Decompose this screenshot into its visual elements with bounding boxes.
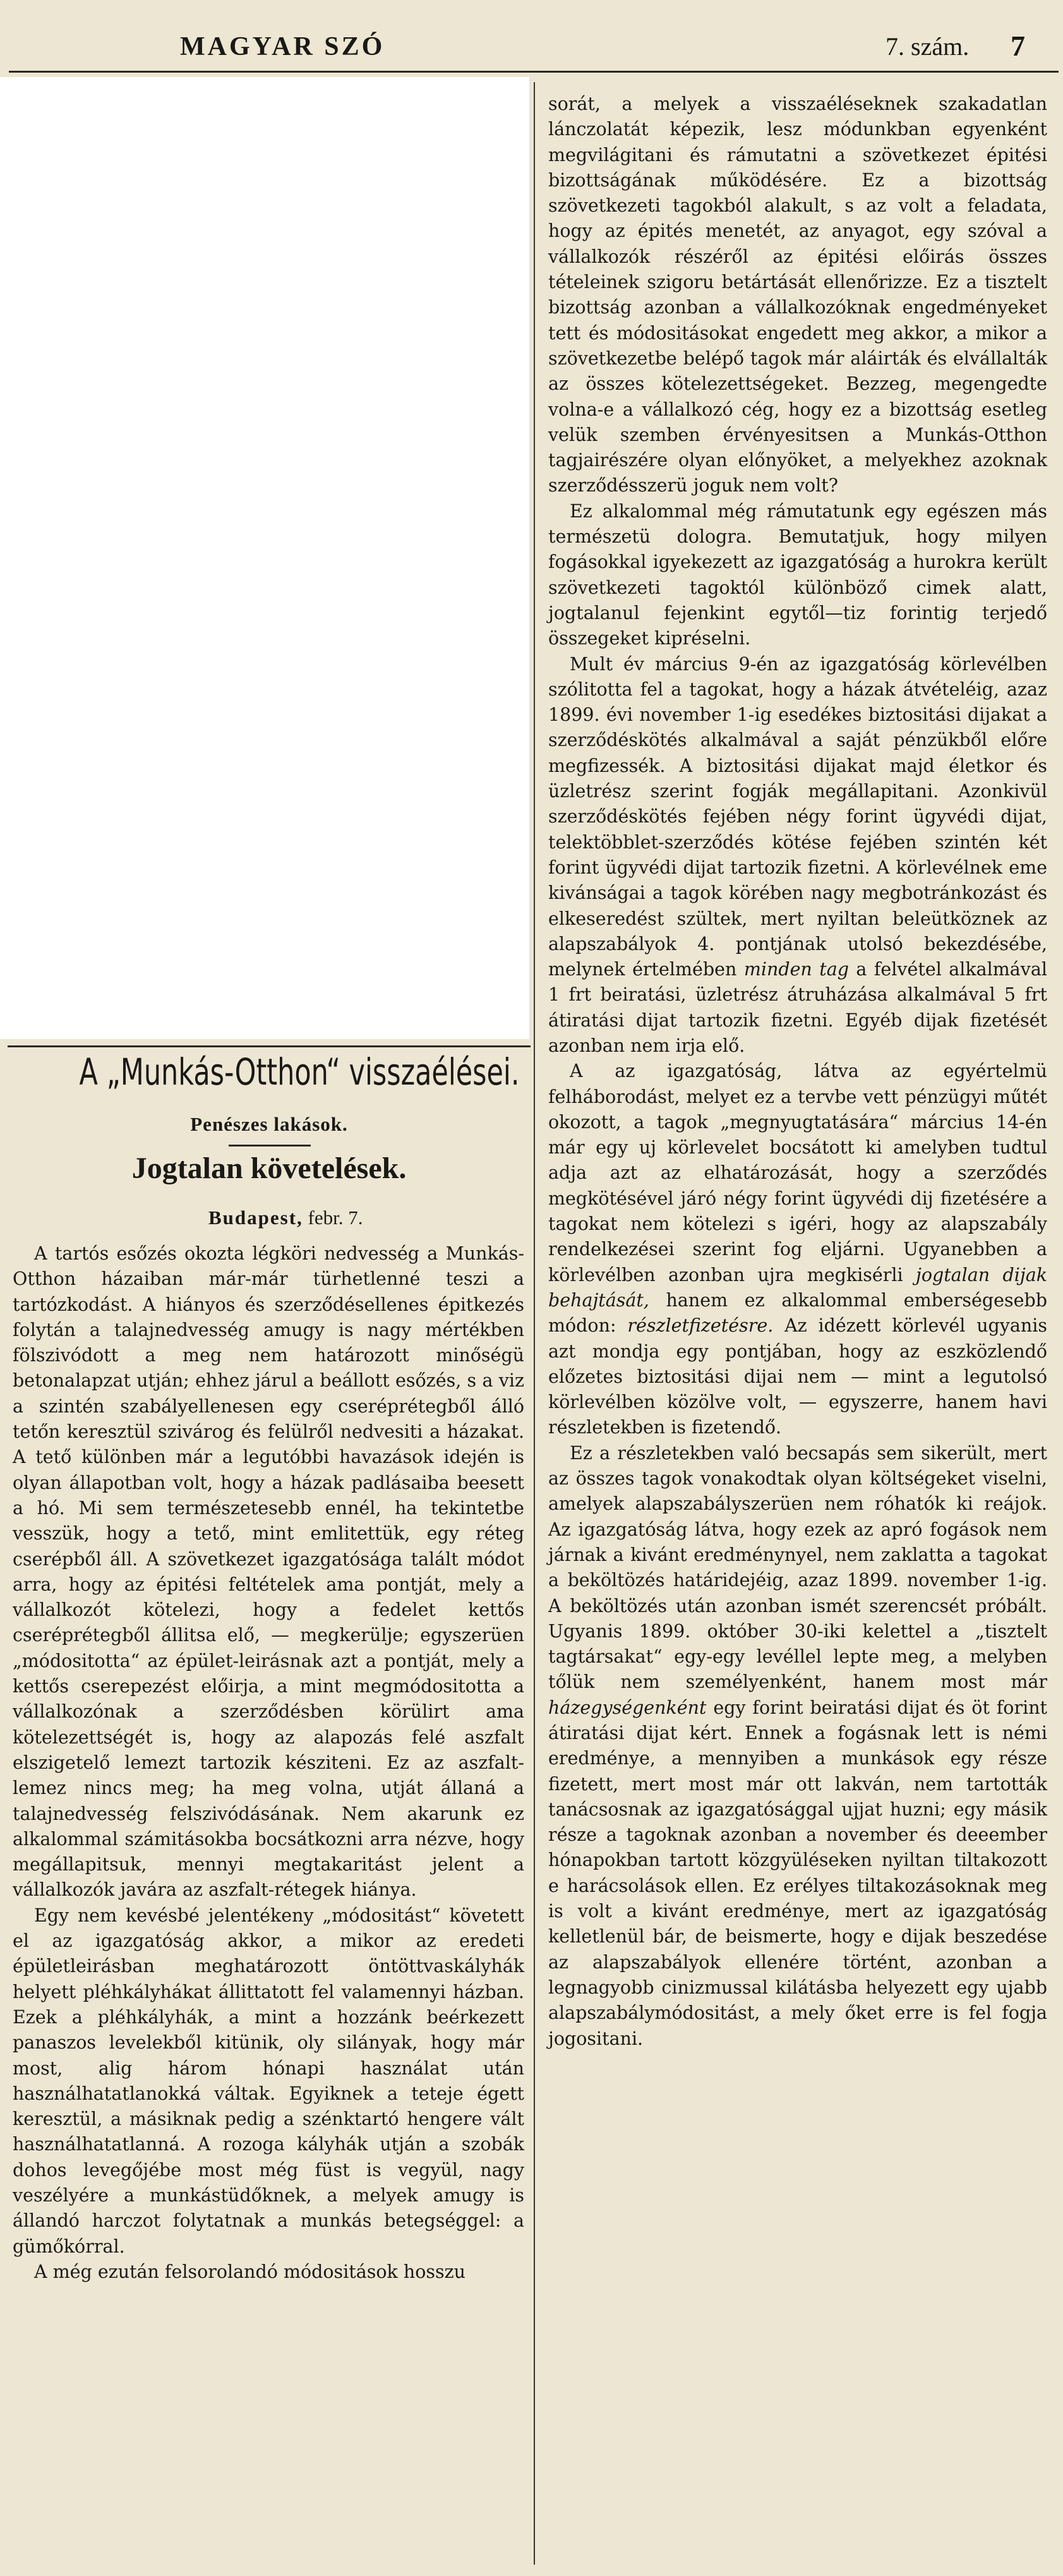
- header-rule: [9, 71, 1059, 73]
- paragraph: [548, 1441, 1047, 2052]
- paragraph: [548, 1059, 1047, 1440]
- page-number: 7: [1011, 30, 1025, 62]
- right-column: [548, 92, 1047, 2052]
- paragraph: Egy nem kevésbé jelentékeny „módositást“ követett el az igazgatóság akkor, a mikor az eredeti épületleirásban meghatározott öntöttvaskályhák helyett pléhkályhákat állittatott fel valamennyi házban. Ezek a pléhkályhák, a mint a hozzánk beérkezett panaszos levelekből kitünik, oly silányak, hogy már most, alig három hónapi használat után használhatatlanokká váltak. Egyiknek a teteje égett keresztül, a másiknak pedig a szénktartó hengere vált használhatatlanná. A rozoga kályhák utján a szobák dohos levegőjébe most még füst is vegyül, nagy veszélyére a munkástüdőknek, a melyek amugy is állandó harczot folytatnak a munkás betegséggel: a gümőkórral.: [13, 1905, 524, 2257]
- blank-area: [0, 77, 529, 1039]
- text-run: Mult év március 9-én az igazgatóság körlevélben szólitotta fel a tagokat, hogy a házak átvételéig, azaz 1899. évi november 1-ig esedékes biztositási dijakat a szerződéskötés alkalmával a saját pénzükből előre megfizessék. A biztositási dijakat majd életkor és üzletrész szerint fogják megállapitani. Azonkivül szerződéskötés fejében négy forint ügyvédi dijat, telektöbblet-szerződés kötése fejében szintén két forint ügyvédi dijat tartozik fizetni. A körlevélnek eme kivánságai a tagok körében nagy megbotránkozást és elkeseredést szültek, mert nyiltan beleütköznek az alapszabályok 4. pontjának utolsó bekezdésébe, melynek értelmében: [548, 653, 1047, 980]
- article-kicker: Penészes lakások.: [190, 1113, 348, 1135]
- emphasis: minden tag: [743, 959, 849, 980]
- column-divider: [534, 82, 535, 2565]
- emphasis: részletfizetésre.: [627, 1315, 774, 1337]
- left-column: [13, 1241, 524, 2285]
- emphasis: házegységenként: [548, 1697, 707, 1718]
- paragraph: A tartós esőzés okozta légköri nedvesség a Munkás-Otthon házaiban már-már türhetlenné teszi a tartózkodást. A hiányos és szerződésellenes épitkezés folytán a talajnedvesség amugy is nagy mértékben fölszivódott a meg nem határozott minőségü betonalapzat utján; ehhez járul a beállott esőzés, s a viz a szintén szabályellenesen egy cseréprétegből álló tetőn keresztül szivárog és felülről nedvesiti a házakat. A tető különben már a legutóbbi havazások idején is olyan állapotban volt, hogy a házak padlásaiba beesett a hó. Mi sem természetesebb ennél, ha tekintetbe vesszük, hogy a tető, mint emlitettük, egy réteg cserépből áll. A szövetkezet igazgatósága talált módot arra, hogy az épitési feltételek ama pontját, mely a vállalkozót kötelezi, hogy a fedelet kettős cseréprétegből állitsa elő, — megkerülje; egyszerüen „módositotta“ az épület-leirásnak azt a pontját, mely a kettős cserepezést előirja, a mint megmódositotta a vállalkozónak a szerződésben körülirt ama kötelezettségét is, hogy az alapozás felé aszfalt elszigetelő lemezt tartozik késziteni. Ez az aszfalt-lemez nincs meg; ha meg volna, utját állaná a talajnedvesség felszivódásának. Nem akarunk ez alkalommal számitásokba bocsátkozni arra nézve, hogy megállapitsuk, mennyi megtakaritást jelent a vállalkozók javára az aszfalt-rétegek hiánya.: [13, 1243, 524, 1901]
- article-top-rule: [8, 1045, 531, 1047]
- paragraph: [548, 652, 1047, 1059]
- article-subtitle: Jogtalan követelések.: [131, 1152, 407, 1185]
- text-run: Az idézett körlevél ugyanis azt mondja egy pontjában, hogy az eszközlendő előzetes biztositási dijai nem — mint a legutolsó körlevélben közölve volt, — egyszerre, hanem havi részletekben is fizetendő.: [548, 1315, 1047, 1438]
- issue-number: 7. szám.: [886, 32, 970, 61]
- dateline: [208, 1207, 363, 1229]
- text-run: A az igazgatóság, látva az egyértelmü felháborodást, melyet ez a tervbe vett pénzügyi műtét okozott, a tagok „megnyugtatására“ március 14-én már egy uj körlevelet bocsátott ki amelyben tudtul adja azt az elhatározását, hogy a szerződés megkötésével járó négy forint ügyvédi dij fizetésére a tagokat nem kötelezi s igéri, hogy az alapszabály rendelkezései szerint fog eljárni. Ugyanebben a körlevélben azonban ujra megkisérli: [548, 1061, 1047, 1285]
- text-run: egy forint beiratási dijat és öt forint átiratási dijat kért. Ennek a fogásnak lett is némi eredménye, a mennyiben a munkások egy része fizetett, mert most már ott lakván, nem tartották tanácsosnak az igazgatósággal ujjat huzni; egy másik része a tagoknak azonban a november és deeember hónapokban tartott közgyüléseken nyiltan tiltakozott e harácsolások ellen. Ez erélyes tiltakozásoknak meg is volt a kivánt eredménye, mert az igazgatóság kelletlenül bár, de beismerte, hogy e dijak beszedése az alapszabályok ellenére történt, azonban a legnagyobb cinizmussal kilátásba helyezett egy ujabb alapszabálymódositást, a mely őket erre is fel fogja jogositani.: [548, 1697, 1048, 2049]
- paragraph: sorát, a melyek a visszaéléseknek szakadatlan lánczolatát képezik, lesz módunkban egyenként megvilágitani és rámutatni a szövetkezet épitési bizottságának működésére. Ez a bizottság szövetkezeti tagokból alakult, s az volt a feladata, hogy az épités menetét, az anyagot, egy szóval a vállalkozók részéről az épitési előirás összes tételeinek szigoru betártását ellenőrizze. Ez a tisztelt bizottság azonban a vállalkozóknak engedményeket tett és módositásokat engedett meg akkor, a mikor a szövetkezetbe belépő tagok már aláirták és elvállalták az összes kötelezettségeket. Bezzeg, megengedte volna-e a vállalkozó cég, hogy ez a bizottság esetleg velük szemben érvényesitsen a Munkás-Otthon tagjairészére olyan előnyöket, a melyekhez azoknak szerződésszerü joguk nem volt?: [548, 93, 1047, 497]
- newspaper-title: MAGYAR SZÓ: [180, 32, 385, 61]
- emphasis: jogtalan dijak behajtását,: [548, 1264, 1047, 1311]
- page-header: [0, 0, 1063, 75]
- dateline-date: febr. 7.: [308, 1207, 363, 1229]
- paragraph: A még ezután felsorolandó módositások hosszu: [34, 2261, 465, 2282]
- text-run: a felvétel alkalmával 1 frt beiratási, üzletrész átruházása alkalmával 5 frt átiratási dijat tartozik fizetni. Egyéb dijak fizetését azonban nem irja elő.: [548, 959, 1047, 1056]
- article-title: A „Munkás-Otthon“ visszaélései.: [79, 1050, 520, 1093]
- dateline-city: Budapest,: [208, 1207, 303, 1229]
- text-run: hanem ez alkalommal emberségesebb módon:: [548, 1289, 1047, 1337]
- kicker-rule: [229, 1145, 311, 1147]
- paragraph: Ez alkalommal még rámutatunk egy egészen más természetü dologra. Bemutatjuk, hogy milyen fogásokkal igyekezett az igazgatóság a hurokra került szövetkezeti tagoktól különböző cimek alatt, jogtalanul fejenkint egytől—tiz forintig terjedő összegeket kipréselni.: [548, 500, 1047, 649]
- text-run: Ez a részletekben való becsapás sem sikerült, mert az összes tagok vonakodtak olyan költségeket viselni, amelyek alapszabályszerüen nem róhatók ki reájok. Az igazgatóság látva, hogy ezek az apró fogások nem járnak a kivánt eredménynyel, nem zaklatta a tagokat a beköltözés határidejéig, azaz 1899. november 1-ig. A beköltözés után azonban ismét szerencsét próbált. Ugyanis 1899. október 30-iki kelettel a „tisztelt tagtársakat“ egy-egy levéllel lepte meg, a melyben tőlük nem személyenként, hanem most már: [548, 1442, 1047, 1693]
